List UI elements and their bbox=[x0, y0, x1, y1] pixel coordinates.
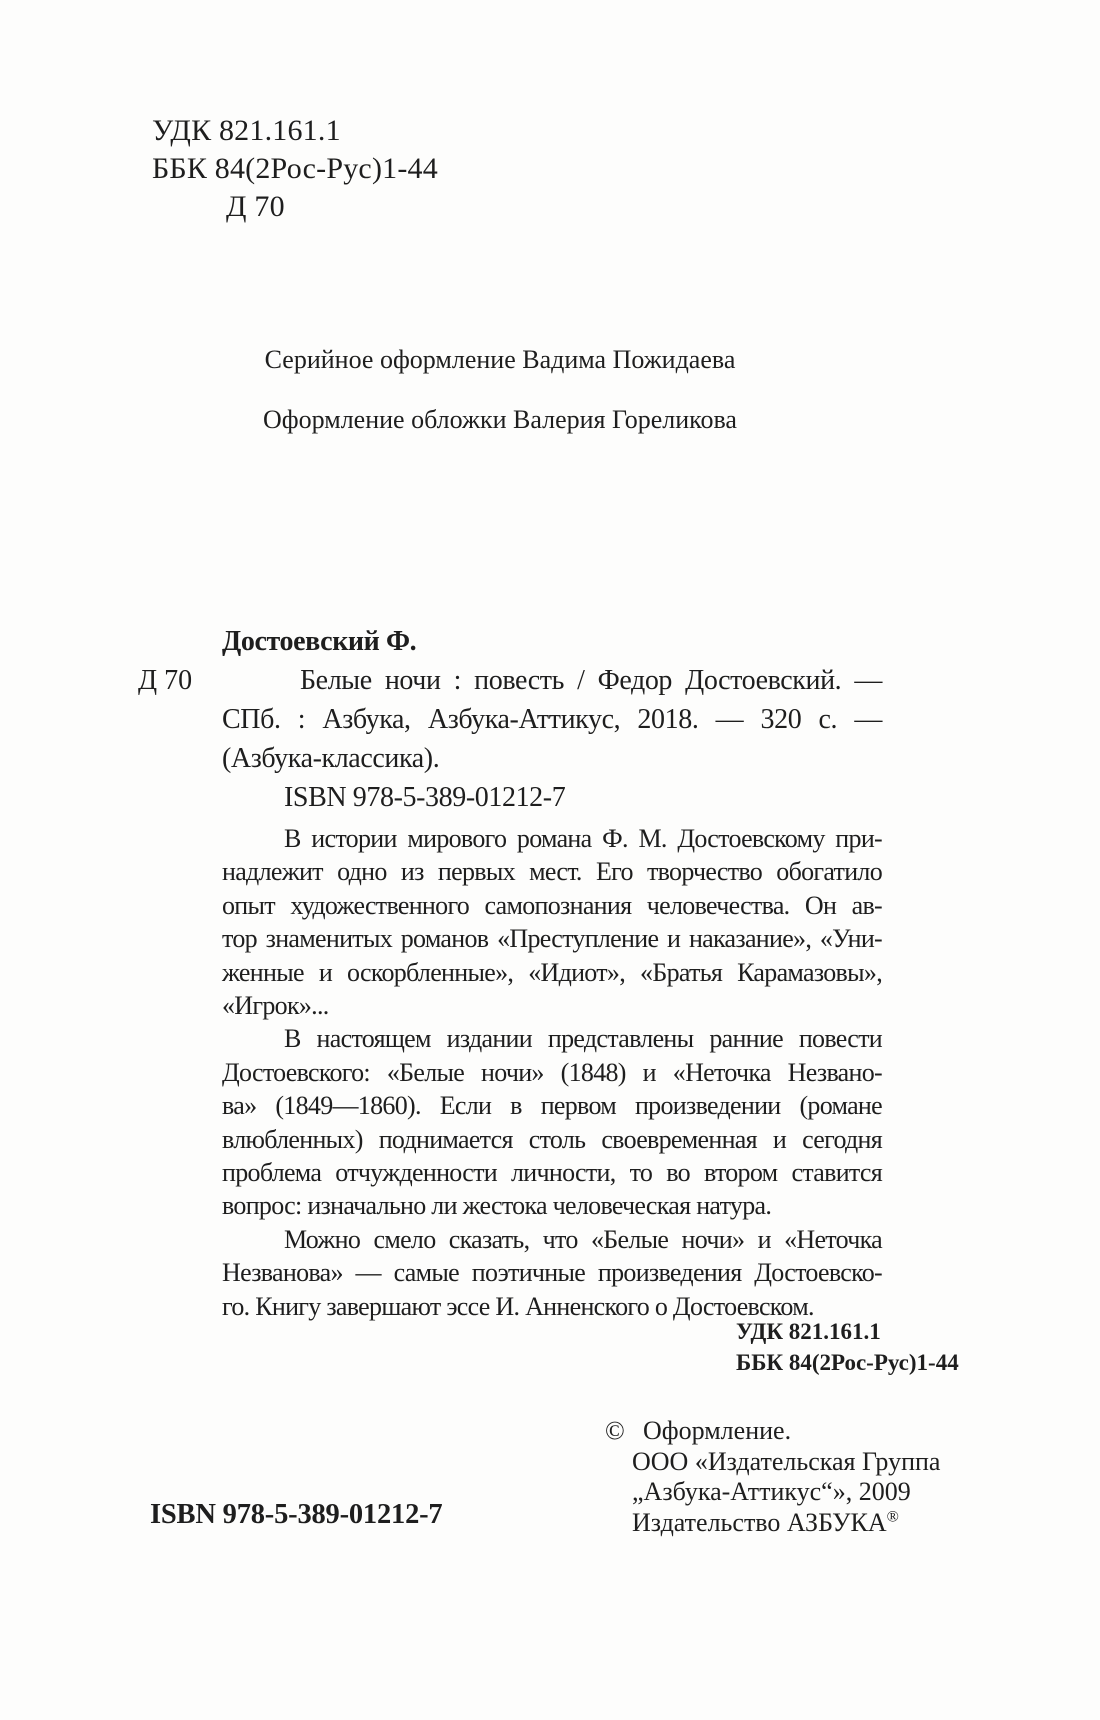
text-line: проблема отчужденности личности, то во втором ставится bbox=[222, 1158, 882, 1188]
text-line: «Игрок»... bbox=[222, 991, 329, 1021]
series-design-credit: Серийное оформление Вадима Пожидаева bbox=[264, 345, 736, 374]
copyright-block bbox=[605, 1416, 940, 1538]
annotation-paragraph bbox=[222, 822, 882, 1022]
text-line: ва» (1849—1860). Если в первом произведении (романе bbox=[222, 1091, 882, 1121]
bbk-code-small: ББК 84(2Рос-Рус)1-44 bbox=[736, 1350, 959, 1375]
copyright-line: „Азбука-Аттикус“», 2009 bbox=[632, 1477, 911, 1506]
catalog-card bbox=[222, 622, 882, 817]
catalog-bibliography bbox=[222, 661, 882, 778]
text-line: надлежит одно из первых мест. Его творчество обогатило bbox=[222, 857, 882, 887]
text-line: влюбленных) поднимается столь своевременная и сегодня bbox=[222, 1124, 882, 1154]
text-line: опыт художественного самопознания человечества. Он ав- bbox=[222, 890, 882, 920]
text-line: Незванова» — самые поэтичные произведения Достоевско- bbox=[222, 1258, 882, 1288]
text-line: женные и оскорбленные», «Идиот», «Братья Карамазовы», bbox=[222, 957, 882, 987]
copyright-line bbox=[605, 1508, 940, 1539]
author-sign-code: Д 70 bbox=[226, 190, 285, 223]
text-line: СПб. : Азбука, Азбука-Аттикус, 2018. — 320 с. — bbox=[222, 704, 882, 735]
text-line: Белые ночи : повесть / Федор Достоевский. — bbox=[300, 665, 882, 696]
text-line: В настоящем издании представлены ранние повести bbox=[284, 1024, 882, 1054]
copyright-line: ООО «Издательская Группа bbox=[632, 1446, 941, 1476]
text-line: Достоевского: «Белые ночи» (1848) и «Неточка Незвано- bbox=[222, 1057, 882, 1087]
copyright-line bbox=[605, 1416, 940, 1447]
annotation bbox=[222, 822, 882, 1323]
copyright-text: Оформление. bbox=[643, 1416, 792, 1445]
text-line: Можно смело сказать, что «Белые ночи» и «Неточка bbox=[284, 1224, 882, 1254]
isbn-footer: ISBN 978-5-389-01212-7 bbox=[150, 1499, 443, 1530]
top-classification-block bbox=[152, 112, 438, 226]
annotation-paragraph bbox=[222, 1022, 882, 1222]
udk-code: УДК 821.161.1 bbox=[152, 114, 341, 147]
registered-mark: ® bbox=[886, 1507, 899, 1525]
text-line: В истории мирового романа Ф. М. Достоевскому при- bbox=[284, 824, 882, 853]
catalog-margin-code: Д 70 bbox=[138, 665, 193, 696]
bottom-classification-block bbox=[736, 1316, 959, 1378]
cover-design-credit: Оформление обложки Валерия Гореликова bbox=[263, 405, 737, 434]
annotation-paragraph bbox=[222, 1223, 882, 1323]
catalog-isbn: ISBN 978-5-389-01212-7 bbox=[284, 782, 566, 813]
copyright-symbol: © bbox=[605, 1416, 625, 1445]
catalog-author: Достоевский Ф. bbox=[222, 626, 417, 657]
text-line: (Азбука-классика). bbox=[222, 743, 440, 774]
text-line: тор знаменитых романов «Преступление и наказание», «Уни- bbox=[222, 924, 882, 954]
text-line: го. Книгу завершают эссе И. Анненского о Достоевском. bbox=[222, 1291, 814, 1321]
udk-code-small: УДК 821.161.1 bbox=[736, 1319, 881, 1344]
text-line: вопрос: изначально ли жестока человеческая натура. bbox=[222, 1191, 772, 1221]
bbk-code: ББК 84(2Рос-Рус)1-44 bbox=[152, 152, 438, 185]
publisher-text: Издательство АЗБУКА bbox=[632, 1507, 887, 1537]
